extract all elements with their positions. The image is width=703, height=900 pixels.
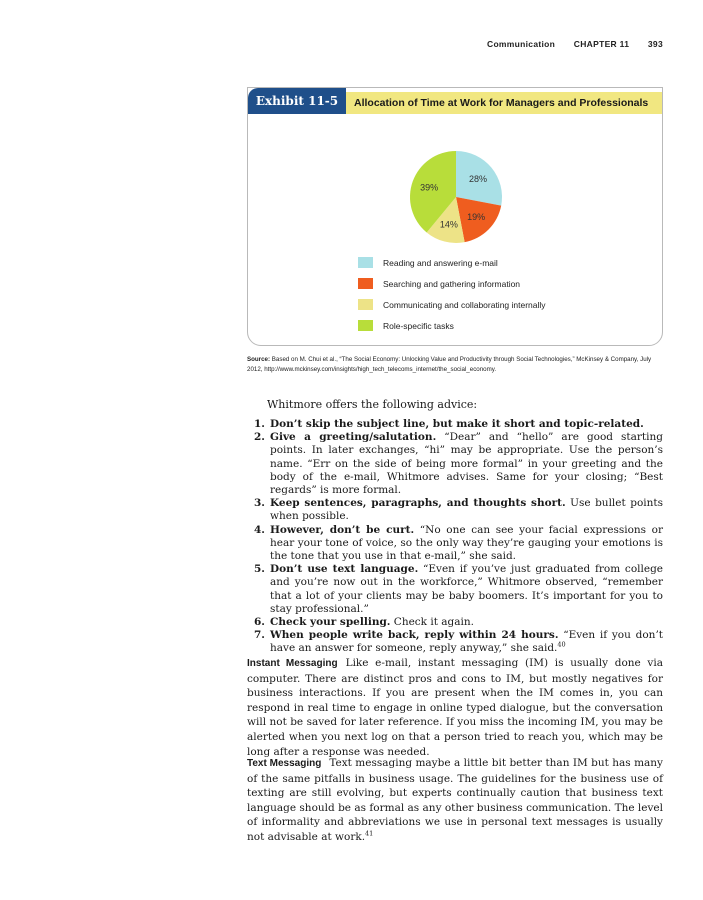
- footnote-ref: 40: [557, 640, 566, 649]
- chart-legend: [358, 252, 546, 336]
- advice-text: “No one can see your facial expressions or hear your tone of voice, so the only way they’re gauging your emotions is the tone that you use in that e-mail,” she said.: [270, 523, 664, 563]
- legend-label-1: Searching and gathering information: [383, 278, 521, 289]
- footnote-ref: 41: [365, 829, 374, 838]
- advice-number: 7.: [254, 629, 265, 642]
- advice-list: [247, 418, 663, 656]
- advice-heading: Keep sentences, paragraphs, and thoughts short.: [270, 497, 566, 510]
- advice-item-1: [247, 418, 663, 431]
- text-messaging-heading: Text Messaging: [247, 758, 322, 769]
- advice-number: 6.: [254, 616, 265, 629]
- exhibit-label: Exhibit 11-5: [248, 88, 346, 114]
- advice-item-3: [247, 497, 663, 523]
- advice-number: 2.: [254, 431, 265, 444]
- advice-text: “Even if you don’t have an answer for someone, reply anyway,” she said.: [270, 629, 663, 655]
- instant-messaging-heading: Instant Messaging: [247, 658, 338, 669]
- legend-label-0: Reading and answering e-mail: [383, 257, 498, 268]
- exhibit-title: Allocation of Time at Work for Managers and Professionals: [346, 92, 662, 114]
- advice-heading: However, don’t be curt.: [270, 523, 415, 536]
- advice-number: 4.: [254, 523, 265, 536]
- instant-messaging-paragraph: [247, 656, 663, 759]
- legend-item-1: [358, 273, 546, 294]
- legend-item-2: [358, 294, 546, 315]
- advice-text: “Dear” and “hello” are good starting points. In later exchanges, “hi” may be appropriate. Use the person’s name. “Err on the side of being more formal” in your greeting and the body of the e-mail, Whitmore advises. Same for your closing; “Best regards” is more formal.: [270, 431, 663, 497]
- text-messaging-paragraph: [247, 756, 663, 845]
- advice-intro: Whitmore offers the following advice:: [267, 398, 478, 411]
- advice-item-7: [247, 629, 663, 655]
- exhibit-box: [247, 87, 663, 346]
- advice-text: Use bullet points when possible.: [270, 497, 663, 523]
- legend-item-3: [358, 315, 546, 336]
- advice-number: 1.: [254, 418, 265, 430]
- pie-slice-label-0: 28%: [468, 173, 487, 184]
- legend-label-2: Communicating and collaborating internally: [383, 299, 546, 310]
- pie-chart: [396, 150, 516, 246]
- pie-slice-label-3: 39%: [420, 182, 439, 193]
- text-messaging-text: Text messaging maybe a little bit better than IM but has many of the same pitfalls in business usage. The guidelines for the business use of texting are still evolving, but experts continually caution that business text language should be as formal as any other business communication. The level of informality and abbreviations we use in personal text messages is usually not advisable at work.: [247, 757, 663, 843]
- header-section: Communication: [487, 39, 556, 49]
- instant-messaging-text: Like e-mail, instant messaging (IM) is usually done via computer. There are distinct pros and cons to IM, but mostly negatives for business interactions. If you are present when the IM comes in, you can respond in real time to engage in online typed dialogue, but the conversation will not be saved for later reference. If you miss the incoming IM, you may be alerted when you next log on that a person tried to reach you, which may be long after a response was needed.: [247, 657, 663, 758]
- advice-heading: Don’t use text language.: [270, 563, 419, 576]
- source-text: Based on M. Chui et al., “The Social Economy: Unlocking Value and Productivity through Social Technologies,” McKinsey & Company, July 2012, http://www.mckinsey.com/insights/high_tech_telecoms_internet/the_social_economy.: [247, 356, 652, 373]
- advice-item-5: [247, 563, 663, 616]
- pie-slice-label-2: 14%: [439, 219, 458, 230]
- legend-label-3: Role-specific tasks: [383, 320, 454, 331]
- advice-text: “Even if you’ve just graduated from college and you’re now out in the workforce,” Whitmore observed, “remember that a lot of your clients may be baby boomers. It’s important for you to stay professional.”: [270, 563, 664, 615]
- page-number: 393: [647, 39, 663, 49]
- legend-swatch-0: [358, 257, 373, 268]
- source-label: Source:: [247, 356, 271, 363]
- advice-text: Check it again.: [390, 616, 474, 629]
- advice-heading: Don’t skip the subject line, but make it short and topic-related.: [270, 418, 644, 430]
- running-header: [471, 39, 663, 49]
- legend-item-0: [358, 252, 546, 273]
- legend-swatch-2: [358, 299, 373, 310]
- pie-slice-label-1: 19%: [467, 212, 486, 223]
- advice-heading: Give a greeting/salutation.: [270, 431, 437, 444]
- advice-number: 5.: [254, 563, 265, 576]
- advice-heading: When people write back, reply within 24 hours.: [270, 629, 559, 642]
- legend-swatch-1: [358, 278, 373, 289]
- advice-item-2: [247, 431, 663, 497]
- header-chapter: CHAPTER 11: [573, 39, 630, 49]
- legend-swatch-3: [358, 320, 373, 331]
- advice-item-6: [247, 616, 663, 629]
- exhibit-source: [247, 355, 663, 375]
- advice-heading: Check your spelling.: [270, 616, 391, 629]
- advice-item-4: [247, 524, 663, 564]
- advice-number: 3.: [254, 497, 265, 510]
